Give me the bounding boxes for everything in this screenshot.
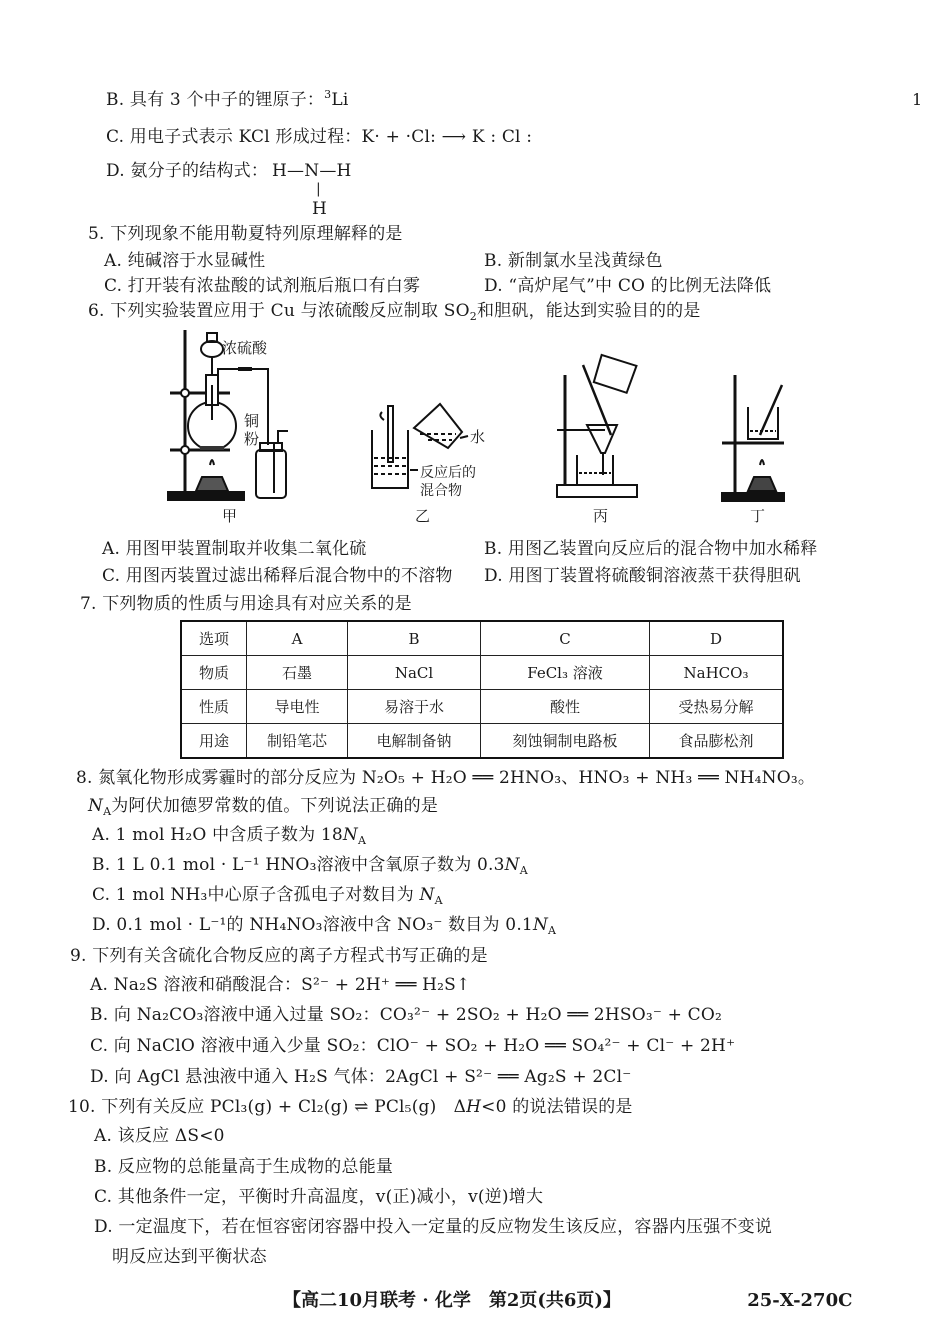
table-cell: 性质 [181,690,247,724]
na-subscript: A [103,805,112,818]
table-row [181,724,783,759]
q5-option-d: D. “高炉尾气”中 CO 的比例无法降低 [484,276,772,296]
q10-stem-post: <0 的说法错误的是 [481,1097,633,1117]
q4-b-mass-number: 3 [324,88,332,101]
annot-conc-sulfuric-acid: 浓硫酸 [222,339,268,357]
na-symbol: N [532,915,549,935]
annot-water: 水 [470,428,486,446]
table-cell: FeCl₃ 溶液 [481,656,650,690]
q4-b-text: B. 具有 3 个中子的锂原子： [106,90,325,110]
q7-stem: 7. 下列物质的性质与用途具有对应关系的是 [80,594,412,614]
q8-c-text: C. 1 mol NH₃中心原子含孤电子对数目为 [92,885,420,905]
q10-option-a: A. 该反应 ΔS<0 [94,1126,225,1146]
enthalpy-symbol: H [466,1097,482,1117]
q9-option-b: B. 向 Na₂CO₃溶液中通入过量 SO₂：CO₃²⁻ + 2SO₂ + H₂O ══ 2HSO₃⁻ + CO₂ [90,1005,723,1025]
q10-stem [68,1096,633,1118]
figure-label-ding: 丁 [750,507,766,525]
q8-stem-rest: 为阿伏加德罗常数的值。下列说法正确的是 [111,796,439,816]
q10-option-d-line1: D. 一定温度下，若在恒容密闭容器中投入一定量的反应物发生该反应，容器内压强不变说 [94,1217,773,1237]
q8-d-text: D. 0.1 mol · L⁻¹的 NH₄NO₃溶液中含 NO₃⁻ 数目为 0.1 [92,915,533,935]
table-cell: 酸性 [481,690,650,724]
margin-page-number: 1 [912,90,923,109]
apparatus-ding-figure [720,365,790,505]
q4-option-c: C. 用电子式表示 KCl 形成过程：K· + ·Cl: ⟶ K : Cl : [106,127,533,147]
page-footer [283,1286,903,1311]
q5-option-b: B. 新制氯水呈浅黄绿色 [484,251,663,271]
footer-exam-info: 【高二10月联考 · 化学 第2页(共6页)】 [283,1290,621,1311]
q9-option-a: A. Na₂S 溶液和硝酸混合：S²⁻ + 2H⁺ ══ H₂S↑ [90,975,471,995]
figure-label-yi: 乙 [415,507,431,525]
q9-stem: 9. 下列有关含硫化合物反应的离子方程式书写正确的是 [70,946,488,966]
q6-option-d: D. 用图丁装置将硫酸铜溶液蒸干获得胆矾 [484,566,801,586]
table-row [181,656,783,690]
annot-mixture-1: 反应后的 [420,465,476,481]
q5-option-c: C. 打开装有浓盐酸的试剂瓶后瓶口有白雾 [104,276,421,296]
na-symbol: N [419,885,435,905]
na-symbol: N [504,855,520,875]
na-subscript: A [519,864,528,877]
table-cell: 易溶于水 [348,690,481,724]
q6-stem-pre: 6. 下列实验装置应用于 Cu 与浓硫酸反应制取 SO [88,301,470,321]
footer-code: 25-X-270C [747,1290,853,1311]
q6-option-c: C. 用图丙装置过滤出稀释后混合物中的不溶物 [102,566,453,586]
table-cell: NaCl [348,656,481,690]
apparatus-bing-figure [555,355,645,505]
q8-option-a [92,824,366,852]
figure-label-jia: 甲 [222,507,238,525]
q5-stem: 5. 下列现象不能用勒夏特列原理解释的是 [88,224,403,244]
table-cell: C [481,621,650,656]
na-subscript: A [434,894,443,907]
q8-a-text: A. 1 mol H₂O 中含质子数为 18 [92,825,343,845]
table-cell: D [650,621,784,656]
q9-option-c: C. 向 NaClO 溶液中通入少量 SO₂：ClO⁻ + SO₂ + H₂O ══ SO₄²⁻ + Cl⁻ + 2H⁺ [90,1036,736,1056]
q8-b-text: B. 1 L 0.1 mol · L⁻¹ HNO₃溶液中含氧原子数为 0.3 [92,855,505,875]
q8-option-b [92,854,528,882]
q9-option-d: D. 向 AgCl 悬浊液中通入 H₂S 气体：2AgCl + S²⁻ ══ Ag₂S + 2Cl⁻ [90,1067,632,1087]
q10-option-d-line2: 明反应达到平衡状态 [112,1247,267,1267]
table-cell: A [247,621,348,656]
q6-stem [88,300,701,328]
q7-options-table [180,620,784,759]
q6-stem-sub: 2 [469,310,477,323]
q6-stem-post: 和胆矾，能达到实验目的的是 [476,301,701,321]
q5-option-a: A. 纯碱溶于水显碱性 [104,251,266,271]
figure-label-bing: 丙 [593,507,609,525]
q8-stem-line1: 8. 氮氧化物形成雾霾时的部分反应为 N₂O₅ + H₂O ══ 2HNO₃、HNO₃ + NH₃ ══ NH₄NO₃。 [76,768,816,788]
ammonia-structure-top: H—N—H [272,161,352,181]
q4-option-b [106,84,348,111]
table-cell: NaHCO₃ [650,656,784,690]
table-cell: 电解制备钠 [348,724,481,759]
q4-d-text: D. 氨分子的结构式： [106,161,269,181]
annot-mixture-2: 混合物 [420,483,462,499]
table-cell: 石墨 [247,656,348,690]
na-subscript: A [548,924,557,937]
q6-option-a: A. 用图甲装置制取并收集二氧化硫 [102,539,367,559]
table-cell: B [348,621,481,656]
q10-option-b: B. 反应物的总能量高于生成物的总能量 [94,1157,394,1177]
table-cell: 用途 [181,724,247,759]
table-row [181,690,783,724]
table-row-header [181,621,783,656]
table-cell: 受热易分解 [650,690,784,724]
ammonia-structure-bottom: H [312,199,328,219]
q8-option-d [92,914,556,942]
table-cell: 物质 [181,656,247,690]
na-subscript: A [358,834,367,847]
table-cell: 选项 [181,621,247,656]
q8-option-c [92,884,443,912]
ammonia-structure-bond: | [316,181,321,197]
table-cell: 食品膨松剂 [650,724,784,759]
q10-option-c: C. 其他条件一定，平衡时升高温度，v(正)减小，v(逆)增大 [94,1187,544,1207]
na-symbol: N [88,796,104,816]
q10-stem-pre: 10. 下列有关反应 PCl₃(g) + Cl₂(g) ⇌ PCl₅(g) Δ [68,1097,467,1117]
q8-stem-line2 [88,795,438,823]
annot-copper-2: 粉 [244,430,260,448]
q4-b-symbol: Li [331,90,349,110]
annot-copper-1: 铜 [244,412,260,430]
q6-option-b: B. 用图乙装置向反应后的混合物中加水稀释 [484,539,818,559]
table-cell: 导电性 [247,690,348,724]
na-symbol: N [342,825,358,845]
table-cell: 制铅笔芯 [247,724,348,759]
q4-option-d [106,160,352,182]
table-cell: 刻蚀铜制电路板 [481,724,650,759]
